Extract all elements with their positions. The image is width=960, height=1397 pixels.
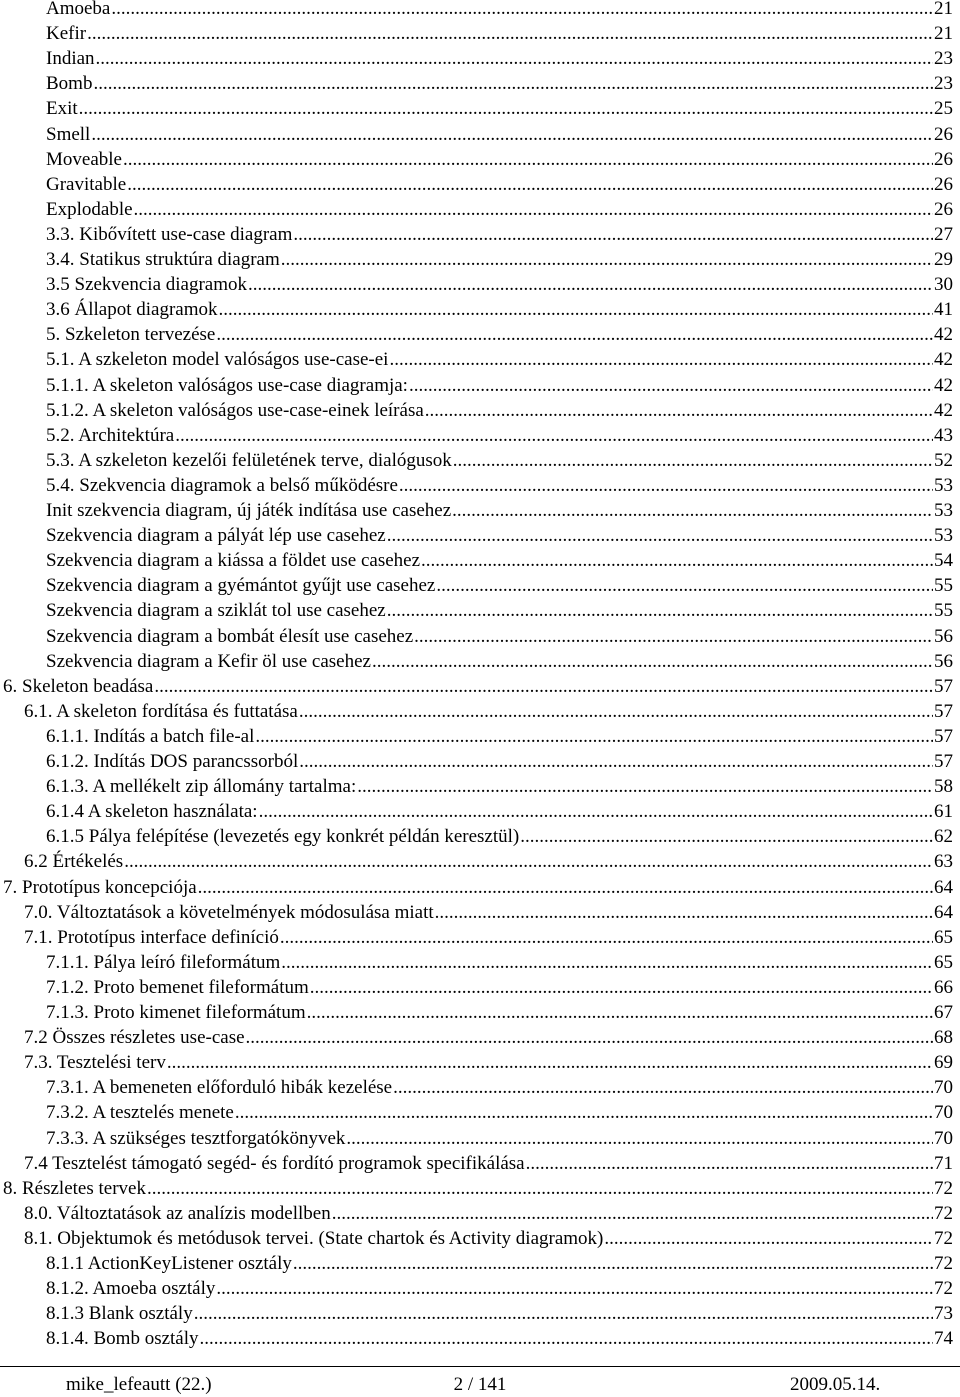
toc-entry-page: 56 xyxy=(934,625,953,647)
toc-entry[interactable] xyxy=(46,598,953,623)
toc-leader-dots xyxy=(346,1126,933,1151)
toc-entry-label: 6.2 Értékelés xyxy=(24,851,124,873)
toc-entry-page: 64 xyxy=(934,901,953,923)
toc-entry[interactable] xyxy=(46,548,953,573)
toc-entry[interactable] xyxy=(46,1100,953,1125)
toc-entry[interactable] xyxy=(46,1326,953,1351)
toc-entry-page: 70 xyxy=(934,1077,953,1099)
toc-entry-label: 3.6 Állapot diagramok xyxy=(46,299,218,321)
toc-entry-page: 72 xyxy=(934,1177,953,1199)
toc-entry[interactable] xyxy=(46,799,953,824)
toc-leader-dots xyxy=(520,824,933,849)
toc-leader-dots xyxy=(93,71,933,96)
toc-entry-page: 54 xyxy=(934,550,953,572)
toc-entry[interactable] xyxy=(24,1050,953,1075)
toc-leader-dots xyxy=(87,21,933,46)
toc-entry-page: 43 xyxy=(934,424,953,446)
toc-leader-dots xyxy=(194,1301,933,1326)
toc-entry-page: 53 xyxy=(934,500,953,521)
toc-leader-dots xyxy=(147,1176,933,1201)
toc-entry-page: 26 xyxy=(934,173,953,195)
toc-entry-page: 67 xyxy=(934,1002,953,1023)
toc-entry[interactable] xyxy=(46,347,953,372)
toc-entry[interactable] xyxy=(46,1000,953,1025)
toc-leader-dots xyxy=(299,749,933,774)
toc-leader-dots xyxy=(435,900,933,925)
toc-entry[interactable] xyxy=(3,674,953,699)
toc-entry-label: Gravitable xyxy=(46,173,127,195)
toc-entry-label: 5. Szkeleton tervezése xyxy=(46,324,216,346)
toc-entry-page: 41 xyxy=(934,299,953,321)
toc-entry-page: 30 xyxy=(934,274,953,296)
toc-entry[interactable] xyxy=(46,373,953,398)
toc-entry-label: Explodable xyxy=(46,198,133,220)
toc-leader-dots xyxy=(281,950,933,975)
toc-entry-label: Kefir xyxy=(46,23,87,45)
toc-entry-page: 58 xyxy=(934,776,953,798)
toc-leader-dots xyxy=(436,573,933,598)
toc-entry[interactable] xyxy=(46,0,953,21)
toc-leader-dots xyxy=(409,373,933,398)
toc-leader-dots xyxy=(299,699,933,724)
toc-entry[interactable] xyxy=(46,423,953,448)
toc-entry[interactable] xyxy=(46,147,953,172)
toc-entry-label: 7. Prototípus koncepciója xyxy=(3,876,197,898)
toc-entry-page: 68 xyxy=(934,1027,953,1049)
toc-entry-label: 7.2 Összes részletes use-case xyxy=(24,1027,245,1049)
toc-entry[interactable] xyxy=(46,749,953,774)
toc-entry[interactable] xyxy=(24,900,953,925)
toc-entry-page: 42 xyxy=(934,399,953,421)
toc-leader-dots xyxy=(200,1326,933,1351)
toc-leader-dots xyxy=(248,272,933,297)
toc-entry[interactable] xyxy=(24,1226,953,1251)
toc-entry-page: 74 xyxy=(934,1328,953,1350)
toc-entry-label: 8.1.2. Amoeba osztály xyxy=(46,1278,216,1300)
toc-leader-dots xyxy=(387,523,933,548)
toc-entry-page: 26 xyxy=(934,123,953,145)
toc-entry-label: 7.0. Változtatások a követelmények módosulása miatt xyxy=(24,901,434,923)
toc-entry-label: 7.3. Tesztelési terv xyxy=(24,1052,166,1074)
footer-divider xyxy=(0,1366,960,1367)
toc-leader-dots xyxy=(175,423,933,448)
toc-entry-label: 7.1.1. Pálya leíró fileformátum xyxy=(46,951,281,973)
toc-leader-dots xyxy=(310,975,933,1000)
toc-entry-page: 26 xyxy=(934,148,953,170)
toc-entry-label: Exit xyxy=(46,98,78,120)
toc-leader-dots xyxy=(235,1100,933,1125)
toc-entry-page: 29 xyxy=(934,249,953,270)
toc-entry-page: 42 xyxy=(934,374,953,396)
toc-entry-label: 8. Részletes tervek xyxy=(3,1177,146,1199)
toc-leader-dots xyxy=(255,724,933,749)
toc-entry-page: 73 xyxy=(934,1303,953,1325)
toc-entry-label: Szekvencia diagram a kiássa a földet use casehez xyxy=(46,550,421,572)
toc-entry-page: 25 xyxy=(934,98,953,120)
toc-leader-dots xyxy=(399,473,933,498)
toc-entry-label: 8.1.4. Bomb osztály xyxy=(46,1328,199,1350)
toc-entry-label: 5.1. A szkeleton model valóságos use-case-ei xyxy=(46,349,389,371)
toc-entry-page: 27 xyxy=(934,223,953,245)
toc-entry-label: Indian xyxy=(46,48,95,70)
toc-leader-dots xyxy=(307,1000,933,1025)
toc-entry-page: 42 xyxy=(934,349,953,371)
toc-entry-label: 7.1. Prototípus interface definíció xyxy=(24,926,279,948)
toc-entry-page: 70 xyxy=(934,1127,953,1149)
footer-author: mike_lefeautt (22.) xyxy=(66,1374,212,1395)
toc-entry-label: 5.3. A szkeleton kezelői felületének terve, dialógusok xyxy=(46,449,452,471)
toc-leader-dots xyxy=(425,398,933,423)
toc-entry[interactable] xyxy=(24,925,953,950)
toc-entry-label: Bomb xyxy=(46,73,93,95)
toc-entry[interactable] xyxy=(46,573,953,598)
footer-date: 2009.05.14. xyxy=(790,1374,881,1395)
toc-entry-label: 6.1. A skeleton fordítása és futtatása xyxy=(24,700,298,722)
toc-entry-page: 65 xyxy=(934,926,953,948)
toc-entry-page: 57 xyxy=(934,751,953,772)
toc-entry-page: 62 xyxy=(934,826,953,848)
toc-entry[interactable] xyxy=(24,699,953,724)
toc-entry-label: 6.1.5 Pálya felépítése (levezetés egy konkrét példán keresztül) xyxy=(46,826,520,848)
toc-entry[interactable] xyxy=(46,71,953,96)
toc-entry-page: 55 xyxy=(934,575,953,597)
toc-entry-label: 3.5 Szekvencia diagramok xyxy=(46,274,248,296)
toc-entry-label: 5.4. Szekvencia diagramok a belső működésre xyxy=(46,474,398,496)
toc-entry[interactable] xyxy=(46,473,953,498)
toc-entry-page: 21 xyxy=(934,0,953,19)
toc-entry-label: 7.1.3. Proto kimenet fileformátum xyxy=(46,1002,306,1023)
toc-leader-dots xyxy=(387,598,933,623)
toc-entry[interactable] xyxy=(46,1276,953,1301)
toc-leader-dots xyxy=(216,322,933,347)
toc-entry-label: 3.4. Statikus struktúra diagram xyxy=(46,249,280,270)
toc-entry-label: 7.3.3. A szükséges tesztforgatókönyvek xyxy=(46,1127,346,1149)
toc-entry[interactable] xyxy=(46,322,953,347)
toc-entry[interactable] xyxy=(46,523,953,548)
toc-entry-label: Amoeba xyxy=(46,0,111,19)
footer-page-number: 2 / 141 xyxy=(453,1374,507,1395)
toc-leader-dots xyxy=(526,1151,933,1176)
toc-entry[interactable] xyxy=(46,1075,953,1100)
toc-entry-page: 64 xyxy=(934,876,953,898)
toc-entry-page: 65 xyxy=(934,951,953,973)
toc-entry-page: 72 xyxy=(934,1278,953,1300)
toc-entry-page: 70 xyxy=(934,1102,953,1124)
toc-entry-page: 42 xyxy=(934,324,953,346)
toc-entry-label: 8.1.1 ActionKeyListener osztály xyxy=(46,1253,292,1274)
toc-entry-label: 7.3.2. A tesztelés menete xyxy=(46,1102,234,1124)
toc-entry[interactable] xyxy=(46,774,953,799)
toc-entry-page: 56 xyxy=(934,650,953,672)
toc-entry-label: 7.4 Tesztelést támogató segéd- és fordító programok specifikálása xyxy=(24,1152,525,1174)
toc-leader-dots xyxy=(357,774,933,799)
toc-leader-dots xyxy=(293,222,933,247)
toc-entry-label: 8.1. Objektumok és metódusok tervei. (State chartok és Activity diagramok) xyxy=(24,1227,604,1249)
toc-leader-dots xyxy=(421,548,933,573)
toc-leader-dots xyxy=(123,147,933,172)
toc-leader-dots xyxy=(167,1050,933,1075)
toc-entry-label: 6.1.1. Indítás a batch file-al xyxy=(46,725,255,747)
toc-entry-label: 7.3.1. A bemeneten előforduló hibák kezelése xyxy=(46,1077,393,1099)
toc-entry-label: 5.1.2. A skeleton valóságos use-case-einek leírása xyxy=(46,399,424,421)
toc-leader-dots xyxy=(389,347,933,372)
toc-entry[interactable] xyxy=(46,197,953,222)
toc-entry-label: Szekvencia diagram a pályát lép use casehez xyxy=(46,525,386,547)
toc-entry-label: 6.1.2. Indítás DOS parancssorból xyxy=(46,751,299,772)
toc-leader-dots xyxy=(280,925,933,950)
toc-entry-page: 23 xyxy=(934,73,953,95)
toc-entry[interactable] xyxy=(46,222,953,247)
toc-leader-dots xyxy=(96,46,933,71)
toc-entry-page: 66 xyxy=(934,976,953,998)
toc-leader-dots xyxy=(414,624,933,649)
toc-entry[interactable] xyxy=(46,975,953,1000)
toc-entry-label: Szekvencia diagram a bombát élesít use casehez xyxy=(46,625,414,647)
toc-entry[interactable] xyxy=(46,1251,953,1276)
toc-leader-dots xyxy=(452,498,933,523)
toc-leader-dots xyxy=(453,448,933,473)
toc-entry-page: 53 xyxy=(934,474,953,496)
toc-entry-label: 6. Skeleton beadása xyxy=(3,675,154,697)
toc-entry-page: 57 xyxy=(934,725,953,747)
toc-entry-page: 26 xyxy=(934,198,953,220)
toc-entry-page: 63 xyxy=(934,851,953,873)
toc-entry-label: Szekvencia diagram a gyémántot gyűjt use casehez xyxy=(46,575,436,597)
toc-entry-label: Szekvencia diagram a sziklát tol use casehez xyxy=(46,600,386,622)
toc-leader-dots xyxy=(293,1251,933,1276)
toc-entry-label: 3.3. Kibővített use-case diagram xyxy=(46,223,293,245)
toc-entry[interactable] xyxy=(46,172,953,197)
toc-entry-page: 23 xyxy=(934,48,953,70)
toc-leader-dots xyxy=(79,96,933,121)
toc-entry-label: 8.1.3 Blank osztály xyxy=(46,1303,193,1325)
toc-entry[interactable] xyxy=(46,272,953,297)
toc-entry[interactable] xyxy=(46,649,953,674)
toc-leader-dots xyxy=(154,674,933,699)
toc-entry-label: Moveable xyxy=(46,148,122,170)
toc-entry[interactable] xyxy=(46,824,953,849)
toc-entry[interactable] xyxy=(46,297,953,322)
toc-entry-page: 61 xyxy=(934,801,953,823)
toc-leader-dots xyxy=(246,1025,933,1050)
toc-entry-label: 6.1.3. A mellékelt zip állomány tartalma: xyxy=(46,776,357,798)
toc-entry[interactable] xyxy=(46,1126,953,1151)
toc-entry[interactable] xyxy=(46,1301,953,1326)
toc-entry-label: 8.0. Változtatások az analízis modellben xyxy=(24,1202,331,1224)
toc-leader-dots xyxy=(393,1075,933,1100)
toc-leader-dots xyxy=(216,1276,933,1301)
toc-leader-dots xyxy=(124,849,933,874)
toc-entry-label: 7.1.2. Proto bemenet fileformátum xyxy=(46,976,309,998)
toc-entry[interactable] xyxy=(46,96,953,121)
toc-entry[interactable] xyxy=(46,46,953,71)
toc-leader-dots xyxy=(372,649,933,674)
toc-leader-dots xyxy=(134,197,933,222)
toc-entry[interactable] xyxy=(46,122,953,147)
toc-entry-label: Szekvencia diagram a Kefir öl use casehez xyxy=(46,650,371,672)
toc-entry[interactable] xyxy=(46,21,953,46)
toc-entry-page: 52 xyxy=(934,449,953,471)
toc-leader-dots xyxy=(332,1201,933,1226)
toc-entry[interactable] xyxy=(3,875,953,900)
toc-entry-page: 72 xyxy=(934,1202,953,1224)
toc-entry[interactable] xyxy=(46,247,953,272)
toc-leader-dots xyxy=(91,122,933,147)
toc-entry-label: 6.1.4 A skeleton használata: xyxy=(46,801,258,823)
toc-entry[interactable] xyxy=(24,1025,953,1050)
toc-entry[interactable] xyxy=(46,724,953,749)
toc-entry[interactable] xyxy=(46,950,953,975)
toc-entry[interactable] xyxy=(24,849,953,874)
toc-entry[interactable] xyxy=(3,1176,953,1201)
toc-leader-dots xyxy=(111,0,933,21)
toc-entry-label: 5.1.1. A skeleton valóságos use-case diagramja: xyxy=(46,374,408,396)
toc-entry-page: 69 xyxy=(934,1052,953,1074)
toc-entry-page: 21 xyxy=(934,23,953,45)
toc-entry-page: 57 xyxy=(934,675,953,697)
toc-leader-dots xyxy=(127,172,933,197)
toc-leader-dots xyxy=(281,247,933,272)
toc-entry[interactable] xyxy=(24,1151,953,1176)
toc-entry[interactable] xyxy=(24,1201,953,1226)
toc-leader-dots xyxy=(604,1226,933,1251)
toc-entry-page: 71 xyxy=(934,1152,953,1174)
toc-entry-page: 55 xyxy=(934,600,953,622)
toc-leader-dots xyxy=(219,297,934,322)
toc-entry-label: Init szekvencia diagram, új játék indítása use casehez xyxy=(46,500,452,521)
toc-entry-page: 57 xyxy=(934,700,953,722)
toc-leader-dots xyxy=(259,799,933,824)
toc-entry-label: Smell xyxy=(46,123,91,145)
toc-entry-page: 72 xyxy=(934,1253,953,1274)
toc-entry-label: 5.2. Architektúra xyxy=(46,424,175,446)
toc-entry[interactable] xyxy=(46,498,953,523)
toc-entry-page: 72 xyxy=(934,1227,953,1249)
toc-leader-dots xyxy=(198,875,933,900)
toc-entry[interactable] xyxy=(46,448,953,473)
toc-entry[interactable] xyxy=(46,624,953,649)
toc-entry[interactable] xyxy=(46,398,953,423)
toc-entry-page: 53 xyxy=(934,525,953,547)
